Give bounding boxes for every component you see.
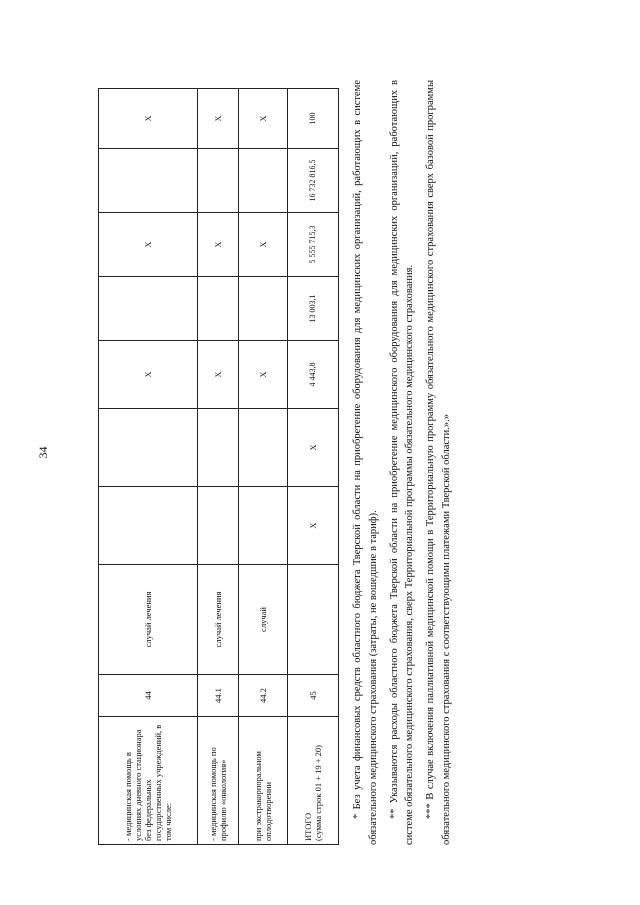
table-cell xyxy=(198,409,239,487)
unit-cell xyxy=(288,565,339,675)
row-code-cell: 44.2 xyxy=(239,675,288,717)
table-cell xyxy=(99,149,198,213)
table-row xyxy=(99,89,198,845)
table-cell: X xyxy=(288,409,339,487)
table-cell xyxy=(239,277,288,341)
footnote: *** В случае включения паллиативной медицинской помощи в Территориальную программу обязательного медицинского страхования сверх базовой программы обязательного медицинского страхования с соответствующими платежами Тверской области.».» xyxy=(425,80,452,845)
row-code-cell: 45 xyxy=(288,675,339,717)
row-label-cell xyxy=(288,717,339,845)
row-label-line: оплодотворении xyxy=(263,781,273,841)
row-label-line: без федеральных xyxy=(142,779,153,841)
table-cell: 13 003,1 xyxy=(288,277,339,341)
table-cell: 16 732 816,5 xyxy=(288,149,339,213)
row-label-line: - медицинская помощь по xyxy=(207,747,218,841)
footnote: * Без учета финансовых средств областного бюджета Тверской области на приобретение оборудования для медицинских организаций, работающих в системе обязательного медицинского страхования (затраты, не вошедшие в тариф). xyxy=(352,80,379,845)
table-cell xyxy=(239,487,288,565)
table-cell: X xyxy=(99,213,198,277)
page-number: 34 xyxy=(36,446,50,459)
table-cell xyxy=(198,277,239,341)
table-cell xyxy=(239,149,288,213)
row-label-line: ИТОГО xyxy=(302,812,313,841)
footnotes xyxy=(350,80,460,845)
unit-cell: случай лечения xyxy=(99,565,198,675)
table-row xyxy=(239,89,288,845)
table-cell: 5 555 715,3 xyxy=(288,213,339,277)
footnote: ** Указываются расходы областного бюджета Тверской области на приобретение медицинского оборудования для медицинских организаций, работающих в системе обязательного медицинского страхования, сверх Территориальной программы обязательного медицинского страхования. xyxy=(388,80,416,845)
table-cell xyxy=(239,409,288,487)
table-cell: 4 443,8 xyxy=(288,341,339,409)
row-label-line: (сумма строк 01 + 19 + 20) xyxy=(313,745,323,841)
table-cell: 100 xyxy=(288,89,339,149)
row-label-line: - медицинская помощь в xyxy=(122,752,133,841)
row-label-cell xyxy=(198,717,239,845)
table-cell: X xyxy=(239,89,288,149)
table-cell xyxy=(99,277,198,341)
unit-cell: случай лечения xyxy=(198,565,239,675)
unit-cell: случай xyxy=(239,565,288,675)
row-label-cell xyxy=(99,717,198,845)
table-cell xyxy=(198,149,239,213)
table-cell: X xyxy=(198,89,239,149)
row-label-line: профилю «онкология» xyxy=(218,759,228,841)
row-label-line: том числе: xyxy=(163,802,174,841)
table-row xyxy=(288,89,339,845)
table-cell: X xyxy=(288,487,339,565)
row-code-cell: 44.1 xyxy=(198,675,239,717)
table-cell: X xyxy=(99,341,198,409)
row-label-line: государственных учреждений, в xyxy=(153,724,164,841)
table-cell: X xyxy=(198,341,239,409)
table-cell xyxy=(198,487,239,565)
row-label-line: условиях дневного стационара xyxy=(132,729,143,841)
row-code-cell: 44 xyxy=(99,675,198,717)
table-cell xyxy=(99,409,198,487)
row-label-line: при экстракорпоральном xyxy=(252,751,263,841)
data-table xyxy=(98,88,339,845)
table-cell: X xyxy=(198,213,239,277)
table-row xyxy=(198,89,239,845)
table-cell: X xyxy=(239,341,288,409)
table-cell: X xyxy=(99,89,198,149)
table-cell: X xyxy=(239,213,288,277)
row-label-cell xyxy=(239,717,288,845)
table-cell xyxy=(99,487,198,565)
